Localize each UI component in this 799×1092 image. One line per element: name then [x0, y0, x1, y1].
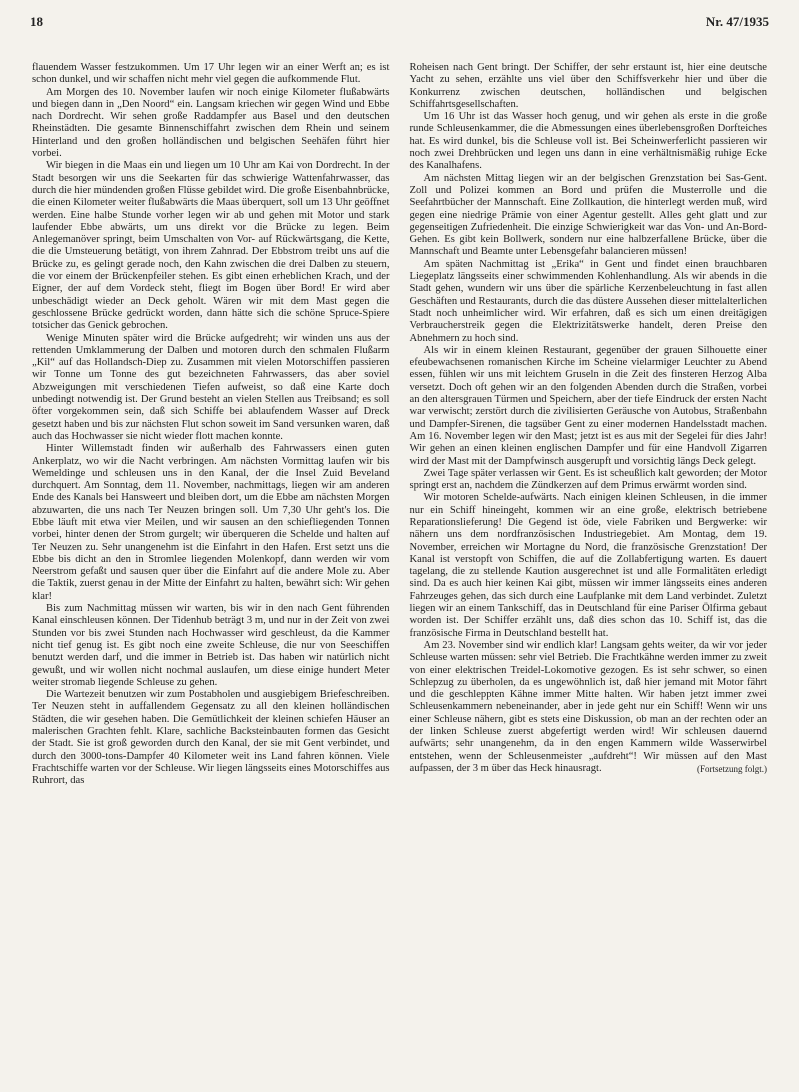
paragraph: Bis zum Nachmittag müssen wir warten, bis wir in den nach Gent führenden Kanal einschleusen können. Der Tidenhub beträgt 3 m, und nur in der Zeit von zwei Stunden vor bis zwei Stunden nach Hochwasser wird geschleust, da die Kammer nicht tief genug ist. Es gibt noch eine zweite Schleuse, die nur von Seeschiffen benutzt werden darf, und die immer in Betrieb ist. Das haben wir natürlich nicht gewußt, und wir wollen nicht nochmal auslaufen, um diese einige hundert Meter weiter stromab liegende Schleuse zu gehen.: [32, 603, 390, 688]
paragraph: [410, 640, 768, 775]
left-column: [32, 62, 390, 788]
paragraph: Am Morgen des 10. November laufen wir noch einige Kilometer flußabwärts und biegen dann in „Den Noord“ ein. Langsam kriechen wir gegen Wind und Ebbe nach Dordrecht. Wir sehen große Raddampfer aus Basel und den deutschen Rheinstädten. Die gesamte Binnenschiffahrt zwischen dem Rhein und seinem Hinterland und den großen holländischen und belgischen Seehäfen führt hier vorbei.: [32, 86, 390, 160]
paragraph: Wir biegen in die Maas ein und liegen um 10 Uhr am Kai von Dordrecht. In der Stadt besorgen wir uns die Seekarten für das schwierige Wattenfahrwasser, das durch die hier mündenden großen Flüsse gebildet wird. Die große Eisenbahnbrücke, die einen Kilometer weiter flußabwärts die Maas überquert, soll um 13 Uhr geöffnet werden. Eine halbe Stunde vorher legen wir ab und gehen mit Motor und stark laufender Ebbe abwärts, um uns direkt vor die Brücke zu legen. Beim Anlegemanöver springt, beim Umschalten von Vor- auf Rückwärtsgang, die Kette, die die Umsteuerung betätigt, von ihrem Zahnrad. Der Ebbstrom treibt uns auf die Brücke zu, es gelingt gerade noch, den Kahn zwischen die drei Dalben zu steuern, die vor einem der Brückenpfeiler stehen. Es gibt einen erheblichen Krach, und der Eigner, der auf dem Vordeck steht, fliegt im Bogen über Bord! Er wird aber unbeschädigt wieder an Deck geholt. Wären wir mit dem Mast gegen die geschlossene Brücke gedrückt worden, dann hätte sich die schöne Spruce-Spiere totsicher das Genick gebrochen.: [32, 160, 390, 332]
paragraph: Am nächsten Mittag liegen wir an der belgischen Grenzstation bei Sas-Gent. Zoll und Polizei kommen an Bord und prüfen die Musterrolle und die Seefahrtbücher der Mannschaft. Eine Zollkaution, die hinterlegt werden muß, wird gegen eine niedrige Prämie von einer Agentur gestellt. Alles geht glatt und zur gegenseitigen Zufriedenheit. Die einzige Schwierigkeit war das Von- und An-Bord-Gehen. Es gibt kein Bollwerk, sondern nur eine halbzerfallene Brücke, über die Mannschaft und Beamte unter Lebensgefahr balancieren müssen!: [409, 172, 767, 258]
paragraph: flauendem Wasser festzukommen. Um 17 Uhr legen wir an einer Werft an; es ist schon dunkel, und wir schaffen nicht mehr viel gegen die aufkommende Flut.: [32, 62, 390, 86]
continuation-note: (Fortsetzung folgt.): [697, 763, 767, 774]
paragraph: Die Wartezeit benutzen wir zum Postabholen und ausgiebigem Briefeschreiben. Ter Neuzen steht in auffallendem Gegensatz zu all den kleinen holländischen Städten, die wir gesehen haben. Die Gemütlichkeit der kleinen schiefen Häuser an malerischen Grachten fehlt. Klare, sachliche Backsteinbauten formen das Gesicht der Stadt. Sie ist groß geworden durch den Kanal, der sie mit Gent verbindet, und durch den 3000-tons-Dampfer 40 Kilometer weit ins Land fahren können. Viele Frachtschiffe warten vor der Schleuse. Wir liegen längsseits eines Motorschiffes aus Ruhrort, das: [32, 689, 390, 787]
page-number: 18: [30, 14, 43, 29]
issue-number: Nr. 47/1935: [705, 14, 769, 29]
article-body: [32, 62, 767, 788]
paragraph-text: Am 23. November sind wir endlich klar! Langsam gehts weiter, da wir vor jeder Schleuse warten müssen: sehr viel Betrieb. Die Frachtkähne werden immer zu zweit von einer elektrischen Treidel-Lokomotive gezogen. Es ist sehr schwer, so einen Schlepzug zu überholen, da es ungewöhnlich ist, daß hier jemand mit Motor fährt und die geschleppten Kähne immer Mitte halten. Wir haben jetzt immer zwei Schleusenkammern nebeneinander, aber in jede geht nur ein Schiff! Wenn wir uns einer Schleuse nähern, gibt es stets eine Diskussion, ob man an der rechten oder an der linken Schleuse zuerst abgefertigt werden wird! Wir schleusen dauernd aufwärts; sehr unangenehm, da in den engen Kammern wilde Wasserwirbel entstehen, wenn der Schleusenmeister „aufdreht“! Wir müssen auf den Mast aufpassen, der 3 m über das Heck hinausragt.: [409, 639, 767, 774]
paragraph: Um 16 Uhr ist das Wasser hoch genug, und wir gehen als erste in die große runde Schleusenkammer, die die Abmessungen eines überlebensgroßen Dorfteiches hat. Es wird dunkel, bis die Schleuse voll ist. Bei Scheinwerferlicht passieren wir noch zwei Drehbrücken und legen uns dann in eine verhältnismäßig ruhige Ecke des Kanalhafens.: [409, 111, 767, 172]
paragraph: Als wir in einem kleinen Restaurant, gegenüber der grauen Silhouette einer efeubewachsenen romanischen Kirche im Scheine vielarmiger Leuchter zu Abend essen, fühlen wir uns mit leichtem Gruseln in die Zeit des finsteren Herzog Alba versetzt. Doch oft gehen wir an den folgenden Abenden durch die Straßen, vorbei an den altersgrauen Türmen und Speichern, aber der tiefe Eindruck der ersten Nacht war verwischt; zerstört durch die zivilisierten Geräusche von Autobus, Straßenbahn und Dampfer-Sirenen, die tagsüber Gent zu einer modernen Handelsstadt machen. Am 16. November legen wir den Mast; jetzt ist es aus mit der Segelei für dies Jahr! Wir gehen an einen kleinen englischen Dampfer und für eine Handvoll Zigarren wird der Mast mit der Dampfwinsch ausgerupft und vorsichtig längs Deck gelegt.: [409, 344, 767, 467]
paragraph: Wenige Minuten später wird die Brücke aufgedreht; wir winden uns aus der rettenden Umklammerung der Dalben und motoren durch den schmalen Flußarm „Kil“ auf das Hollandsch-Diep zu. Zusammen mit vielen Motorschiffen passieren wir Tonne um Tonne des gut bezeichneten Fahrwassers, das aber soviel Abzweigungen mit verschiedenen Tiefen aufweist, so daß eine Karte doch unbedingt notwendig ist. Der Grund besteht an vielen Stellen aus Treibsand; es soll öfter vorgekommen sein, daß sich Schiffe bei ablaufendem Wasser auf Dreck gesetzt haben und bis zur nächsten Flut schon soweit im Sand versunken waren, daß auch das Hochwasser sie nicht wieder flott machen konnte.: [32, 332, 390, 442]
paragraph: Zwei Tage später verlassen wir Gent. Es ist scheußlich kalt geworden; der Motor springt erst an, nachdem die Zündkerzen auf dem Primus erwärmt worden sind.: [409, 467, 767, 492]
paragraph: Wir motoren Schelde-aufwärts. Nach einigen kleinen Schleusen, in die immer nur ein Schiff hineingeht, kommen wir an eine große, elektrisch betriebene Reparationslieferung! Die Gegend ist öde, viele Fabriken und Bergwerke: wir nähern uns dem nordfranzösischen Industriegebiet. Am Montag, dem 19. November, erreichen wir Mortagne du Nord, die französische Grenzstation! Der Kanal ist verstopft von Schiffen, die auf die Zollabfertigung warten. Es dauert tagelang, die zu stellende Kaution ausgerechnet ist und alle Formalitäten erledigt sind. Da es auch hier keinen Kai gibt, müssen wir immer längsseits eines anderen Fahrzeuges gehen, das sich durch eine Laufplanke mit dem Land verbindet. Zuletzt liegen wir an einem Tankschiff, das in Deutschland für eine Pariser Ölfirma gebaut worden ist. Der Schiffer erzählt uns, daß dies schon das 10. Schiff ist, das die französische Firma in Deutschland bestellt hat.: [409, 492, 767, 639]
paragraph: Hinter Willemstadt finden wir außerhalb des Fahrwassers einen guten Ankerplatz, wo wir die Nacht verbringen. Am nächsten Vormittag laufen wir bis Wemeldinge und schleusen uns in den Kanal, der die Insel Zuid Beveland durchquert. Am Sonntag, dem 11. November, nachmittags, liegen wir am anderen Ende des Kanals bei Hansweert und bleiben dort, um die Ebbe am nächsten Morgen abzuwarten, die uns nach Ter Neuzen bringen soll. Um 7,30 Uhr geht's los. Die Ebbe läuft mit etwa vier Meilen, und wir sausen an den schiefliegenden Tonnen vorbei, hinter denen der Strom gurgelt; wir überqueren die Schelde und halten auf Ter Neuzen zu. Sehr unangenehm ist die Einfahrt in den Hafen. Erst setzt uns die Ebbe bis dicht an den in Stromlee liegenden Molenkopf, dann werden wir vom Neerstrom gefaßt und sausen quer über die Einfahrt auf die andere Mole zu. Aber die Taktik, zuerst genau in der Mitte der Einfahrt zu halten, bewährt sich: Wir gehen klar!: [32, 443, 390, 602]
page-header: [30, 14, 769, 36]
paragraph: Roheisen nach Gent bringt. Der Schiffer, der sehr erstaunt ist, hier eine deutsche Yacht zu sehen, erzählte uns viel über den Schiffsverkehr hier und über die Konkurrenz zwischen deutschen, holländischen und belgischen Schiffahrtsgesellschaften.: [409, 62, 767, 110]
right-column: [410, 62, 768, 788]
paragraph: Am späten Nachmittag ist „Erika“ in Gent und findet einen brauchbaren Liegeplatz längsseits einer schwimmenden Kohlenhandlung. Als wir abends in die Stadt gehen, wundern wir uns über die spärliche Kerzenbeleuchtung in fast allen Geschäften und Restaurants, durch die das düstere Aussehen dieser mittelalterlichen Stadt noch unheimlicher wird. Wir erfahren, daß es sich um einen dreitägigen Verbraucherstreik gegen die Elektrizitätswerke handelt, deren Preise den Abnehmern zu hoch sind.: [409, 258, 767, 344]
